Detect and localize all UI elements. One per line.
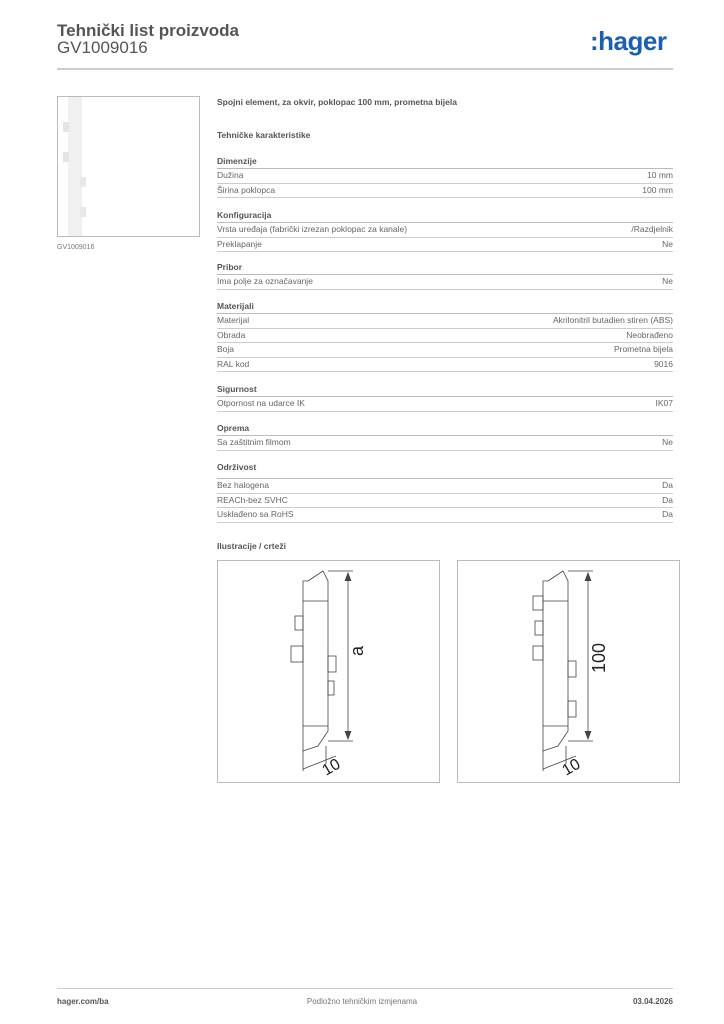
footer-divider [57,988,673,989]
spec-value: Ne [662,437,673,447]
spec-label: REACh-bez SVHC [217,494,288,505]
spec-group-title: Oprema [217,422,673,436]
spec-group [217,383,673,412]
spec-row [217,184,673,199]
height-label-100: 100 [589,642,609,673]
spec-group-title: Materijali [217,300,673,314]
product-description: Spojni element, za okvir, poklopac 100 mm, prometna bijela [217,97,457,107]
footer-notice: Podložno tehničkim izmjenama [306,997,418,1006]
spec-group-title: Dimenzije [217,155,673,169]
spec-label: Obrada [217,329,246,340]
product-thumbnail [57,96,200,237]
spec-row [217,508,673,523]
spec-row [217,436,673,451]
spec-label: Usklađeno sa RoHS [217,509,294,519]
spec-row [217,329,673,344]
spec-value: Ne [662,238,673,249]
spec-group [217,300,673,372]
header-divider [57,68,673,70]
spec-value: Akrilonitril butadien stiren (ABS) [553,315,673,325]
drawing-dimension-a [217,560,440,783]
spec-group [217,209,673,252]
spec-row [217,343,673,358]
spec-label: Boja [217,344,235,354]
spec-value: 10 mm [647,170,673,180]
spec-group-title: Konfiguracija [217,209,673,223]
spec-value: Ne [662,276,673,286]
spec-value: Prometna bijela [613,344,673,354]
spec-label: Sa zaštitnim filmom [217,437,291,447]
spec-group-title: Sigurnost [217,383,673,397]
spec-label: Dužina [217,170,244,180]
spec-label: Vrsta uređaja (fabrički izrezan poklopac za kanale) [217,224,408,234]
spec-value: IK07 [655,398,673,408]
product-code: GV1009016 [57,38,148,57]
footer-date: 03.04.2026 [632,997,673,1006]
spec-value: Neobrađeno [626,329,673,340]
illustrations-heading: Ilustracije / crteži [217,541,286,551]
spec-row [217,169,673,184]
spec-row [217,397,673,412]
spec-value: Da [662,494,673,505]
depth-label: 10 [559,755,584,780]
spec-label: Otpornost na udarce IK [217,398,305,408]
spec-group [217,461,673,523]
spec-label: Preklapanje [217,238,262,249]
tech-heading: Tehničke karakteristike [217,130,311,140]
spec-row [217,358,673,373]
spec-label: Ima polje za označavanje [217,276,313,286]
spec-value: /Razdjelnik [631,224,673,234]
spec-group [217,422,673,451]
drawing-dimension-100 [457,560,680,783]
spec-group-title: Pribor [217,261,673,275]
spec-value: Da [662,480,673,490]
spec-group [217,261,673,290]
spec-row [217,314,673,329]
spec-group [217,155,673,198]
spec-row [217,494,673,509]
spec-label: Materijal [217,315,250,325]
spec-group-title: Održivost [217,461,673,479]
spec-row [217,275,673,290]
hager-logo: :hager [590,26,667,56]
spec-value: 100 mm [642,184,673,195]
spec-value: Da [662,509,673,519]
spec-label: Širina poklopca [217,184,276,195]
spec-value: 9016 [654,358,673,369]
thumbnail-caption: GV1009016 [57,244,95,251]
spec-row [217,479,673,494]
height-label-a: a [347,645,367,656]
depth-label: 10 [319,755,344,780]
spec-label: Bez halogena [217,480,269,490]
spec-row [217,238,673,253]
footer-website-link[interactable]: hager.com/ba [57,997,109,1006]
spec-row [217,223,673,238]
page-title: Tehnički list proizvoda [57,21,239,40]
spec-label: RAL kod [217,358,250,369]
